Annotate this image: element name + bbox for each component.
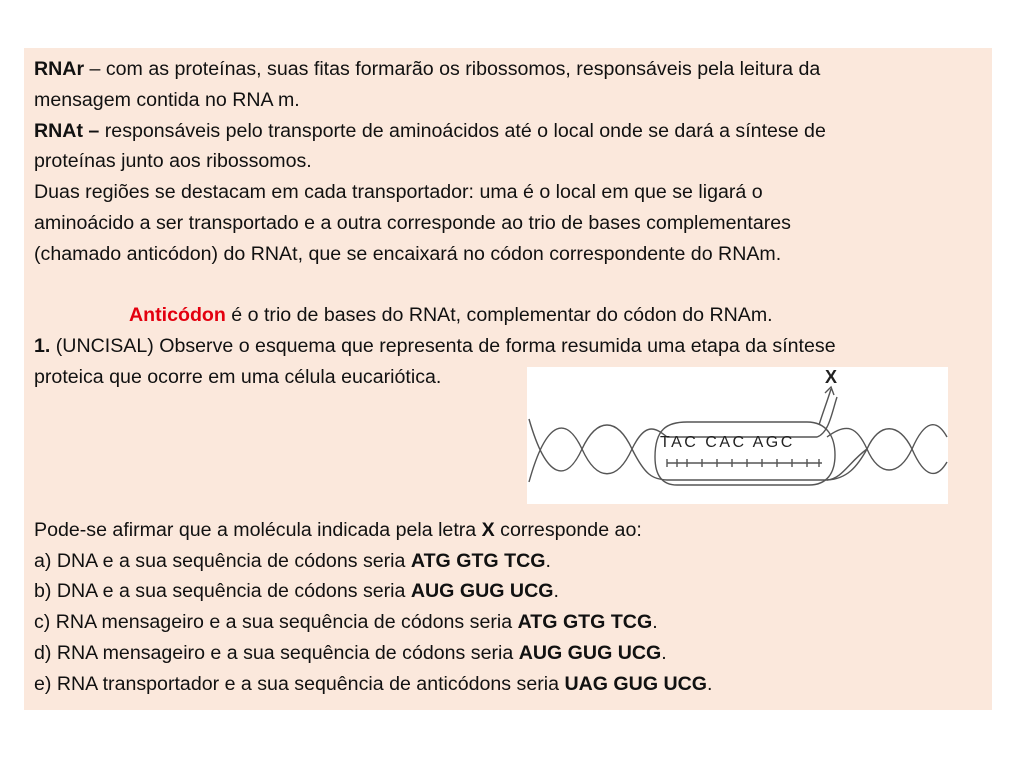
question-prompt: Pode-se afirmar que a molécula indicada pela letra X corresponde ao:: [34, 518, 642, 541]
option-b-answer: AUG GUG UCG: [410, 580, 554, 603]
anticodon-term: Anticódon: [129, 304, 226, 327]
question-text-1: (UNCISAL) Observe o esquema que representa de forma resumida uma etapa da síntese: [50, 335, 836, 358]
anticodon-definition: [34, 300, 979, 331]
rnar-cont: mensagem contida no RNA m.: [34, 88, 300, 111]
question-line-2: proteica que ocorre em uma célula eucariótica.: [34, 365, 442, 388]
regions-line-1: Duas regiões se destacam em cada transportador: uma é o local em que se ligará o: [34, 181, 763, 204]
label-x: X: [825, 367, 838, 387]
question-line-1: [34, 331, 979, 362]
rnat-line: [34, 116, 979, 147]
option-a-answer: ATG GTG TCG: [410, 549, 546, 572]
option-e-answer: UAG GUG UCG: [564, 672, 708, 695]
rna-loop: [655, 422, 835, 485]
rnar-line: [34, 54, 979, 85]
sequence-label: TAC CAC AGC: [660, 434, 795, 451]
rnat-term: RNAt –: [34, 119, 100, 142]
option-e: e) RNA transportador e a sua sequência de anticódons seria UAG GUG UCG.: [34, 672, 713, 695]
option-b: b) DNA e a sua sequência de códons seria AUG GUG UCG.: [34, 580, 559, 603]
rnar-text: – com as proteínas, suas fitas formarão os ribossomos, responsáveis pela leitura da: [84, 58, 821, 80]
arrow-to-x: [819, 389, 831, 425]
dna-strand-right-1: [827, 425, 947, 470]
regions-line-3: (chamado anticódon) do RNAt, que se encaixará no códon correspondente do RNAm.: [34, 242, 782, 265]
option-a: a) DNA e a sua sequência de códons seria ATG GTG TCG.: [34, 549, 551, 572]
question-number: 1.: [34, 335, 51, 358]
prompt-letter: X: [481, 518, 495, 541]
option-d-answer: AUG GUG UCG: [518, 641, 662, 664]
rnar-term: RNAr: [34, 58, 85, 80]
option-d: d) RNA mensageiro e a sua sequência de códons seria AUG GUG UCG.: [34, 641, 667, 664]
option-c: c) RNA mensageiro e a sua sequência de códons seria ATG GTG TCG.: [34, 611, 658, 634]
dna-rna-diagram-svg: [527, 367, 948, 504]
transcription-diagram: [527, 367, 948, 504]
dna-strand-right-2: [827, 429, 947, 480]
regions-line-2: aminoácido a ser transportado e a outra corresponde ao trio de bases complementares: [34, 211, 791, 234]
anticodon-text: é o trio de bases do RNAt, complementar do códon do RNAm.: [225, 304, 773, 327]
option-c-answer: ATG GTG TCG: [517, 611, 653, 634]
rnat-cont: proteínas junto aos ribossomos.: [34, 150, 312, 173]
rnat-text: responsáveis pelo transporte de aminoácidos até o local onde se dará a síntese de: [99, 119, 826, 142]
dna-strand-left-1: [529, 428, 632, 482]
